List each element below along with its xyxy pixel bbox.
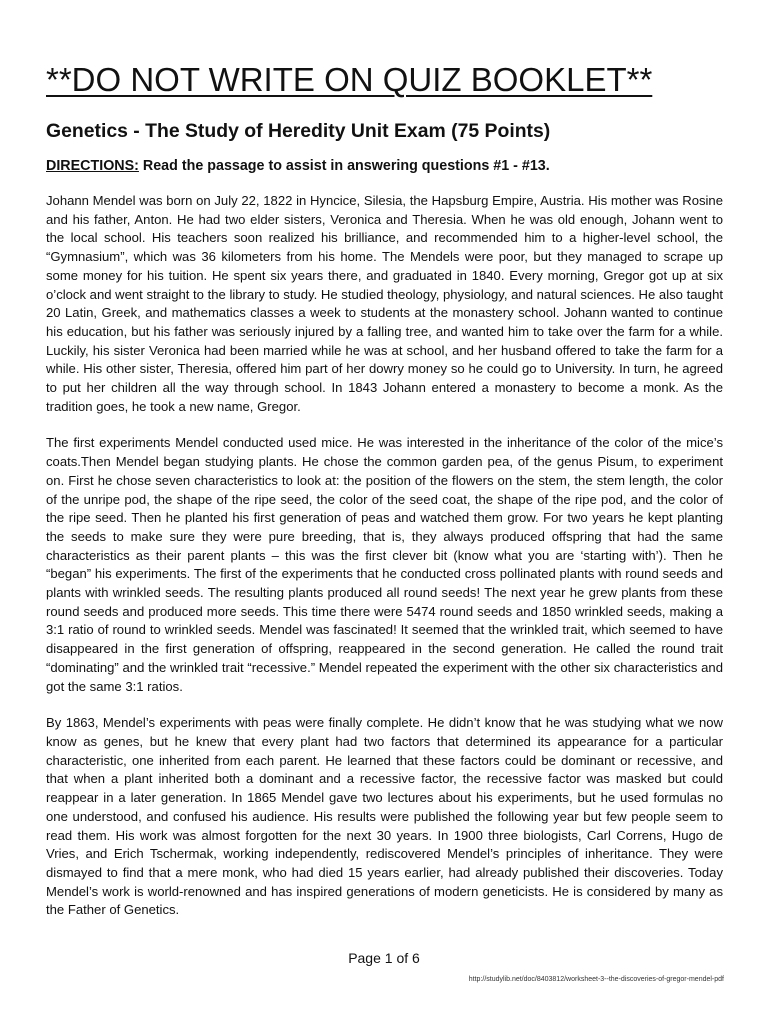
exam-title: Genetics - The Study of Heredity Unit Exam (75 Points) [46, 120, 551, 142]
page-number: Page 1 of 6 [348, 950, 420, 966]
passage-paragraph-1: Johann Mendel was born on July 22, 1822 in Hyncice, Silesia, the Hapsburg Empire, Austria. His mother was Rosine and his father, Anton. He had two elder sisters, Veronica and Theresia. When he was old enough, Johann went to the local school. His teachers soon realized his brilliance, and recommended him to a higher-level school, the “Gymnasium”, which was 36 kilometers from his home. The Mendels were poor, but they managed to scrape up some money for his tuition. He spent six years there, and graduated in 1840. Every morning, Gregor got up at six o’clock and went straight to the library to study. He studied theology, physiology, and natural sciences. He also taught 20 Latin, Greek, and mathematics classes a week to students at the monastery school. Johann wanted to continue his education, but his father was seriously injured by a falling tree, and wanted him to take over the farm for a while. Luckily, his sister Veronica had been married while he was at school, and her husband offered to take the farm for a while. His other sister, Theresia, offered him part of her dowry money so he could go to University. In turn, he agreed to put her children all the way through school. In 1843 Johann entered a monastery to become a monk. As the tradition goes, he took a new name, Gregor. [46, 193, 723, 414]
source-url: http://studylib.net/doc/8403812/worksheet-3--the-discoveries-of-gregor-mendel-pdf [468, 976, 724, 983]
reading-passage [46, 192, 723, 938]
passage-paragraph-2: The first experiments Mendel conducted used mice. He was interested in the inheritance of the color of the mice’s coats.Then Mendel began studying plants. He chose the common garden pea, of the genus Pisum, to experiment on. First he chose seven characteristics to look at: the position of the flowers on the stem, the stem length, the color of the unripe pod, the shape of the ripe seed, the color of the seed coat, the shape of the ripe pod, and the color of the ripe seed. Then he planted his first generation of peas and watched them grow. For two years he kept planting the seeds to make sure they were pure breeding, that is, they always produced offspring that had the same characteristics as their parent plants – this was the first clever bit (know what you are ‘starting with’). Then he “began” his experiments. The first of the experiments that he conducted cross pollinated plants with round seeds and plants with wrinkled seeds. The resulting plants produced all round seeds! The next year he grew plants from these round seeds and produced more seeds. This time there were 5474 round seeds and 1850 wrinkled seeds, making a 3:1 ratio of round to wrinkled seeds. Mendel was fascinated! It seemed that the wrinkled trait, which seemed to have disappeared in the first generation of offspring, reappeared in the second generation. He called the round trait “dominating” and the wrinkled trait “recessive.” Mendel repeated the experiment with the other six characteristics and got the same 3:1 ratios. [46, 435, 723, 694]
quiz-booklet-warning: **DO NOT WRITE ON QUIZ BOOKLET** [46, 61, 653, 98]
directions-label: DIRECTIONS: [46, 158, 139, 174]
passage-paragraph-3: By 1863, Mendel’s experiments with peas were finally complete. He didn’t know that he was studying what we now know as genes, but he knew that every plant had two factors that determined its appearance for a particular characteristic, one inherited from each parent. He learned that these factors could be dominant or recessive, and that when a plant inherited both a dominant and a recessive factor, the recessive factor was masked but could reappear in a later generation. In 1865 Mendel gave two lectures about his experiments, but he used formulas no one understood, and confused his audience. His results were published the following year but few people seem to read them. His work was almost forgotten for the next 30 years. In 1900 three biologists, Carl Correns, Hugo de Vries, and Erich Tschermak, working independently, rediscovered Mendel’s principles of inheritance. They were dismayed to find that a mere monk, who had died 15 years earlier, had already published their discoveries. Today Mendel’s work is world-renowned and has inspired generations of modern geneticists. He is considered by many as the Father of Genetics. [46, 715, 723, 918]
directions-text: Read the passage to assist in answering questions #1 - #13. [138, 158, 550, 174]
directions [46, 156, 736, 176]
